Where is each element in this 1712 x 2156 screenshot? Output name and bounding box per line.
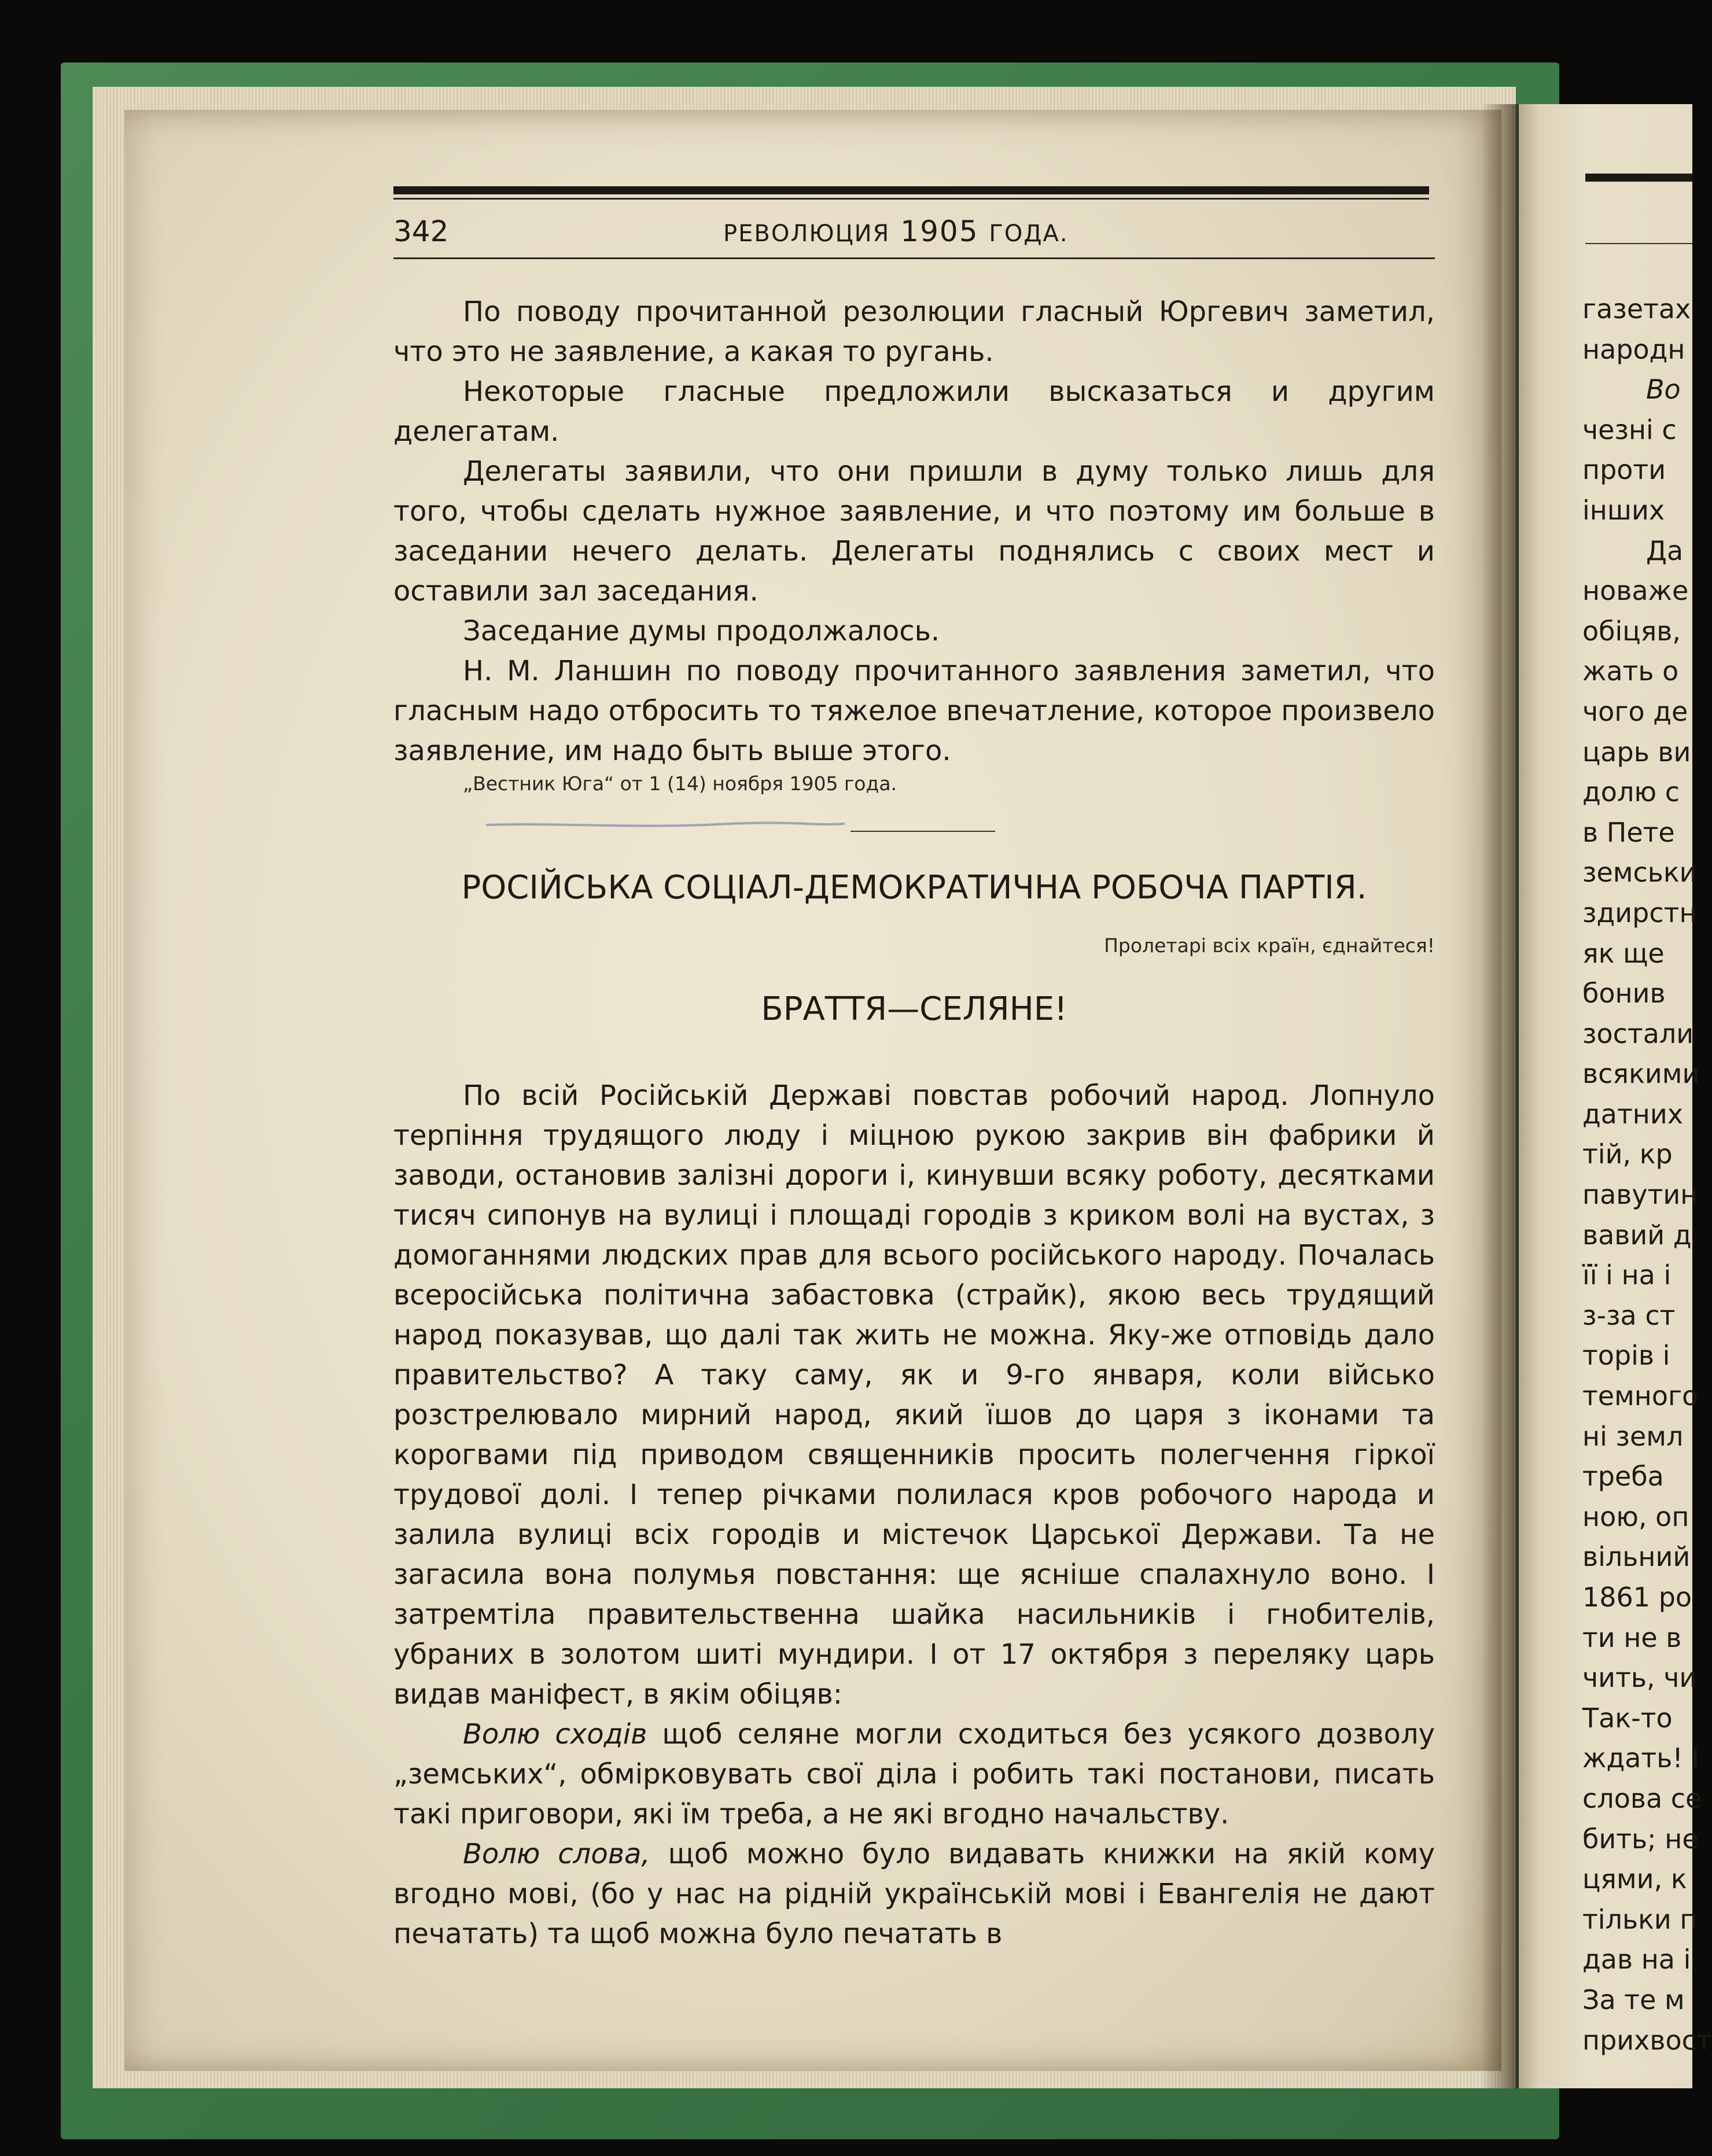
section-duma-report	[393, 292, 1435, 771]
right-page-line: Во	[1646, 374, 1681, 406]
right-page-line: зостали	[1582, 1018, 1694, 1049]
paragraph-lead: Волю сходів	[463, 1718, 647, 1750]
right-page-line: цями, к	[1582, 1863, 1687, 1895]
page-number: 342	[393, 215, 449, 248]
party-heading: РОСІЙСЬКА СОЦІАЛ-ДЕМОКРАТИЧНА РОБОЧА ПАРТІЯ.	[461, 869, 1367, 906]
right-page-line: ні земл	[1582, 1420, 1684, 1452]
right-page-line: павутин	[1582, 1179, 1698, 1211]
right-page-line: народн	[1582, 333, 1685, 365]
right-page-line: чого де	[1582, 695, 1688, 727]
right-page-line: ною, оп	[1582, 1501, 1689, 1532]
right-page-line: інших	[1582, 494, 1665, 526]
running-title-prefix: РЕВОЛЮЦИЯ	[723, 220, 890, 247]
paragraph: По всій Російській Державі повстав робочий народ. Лопнуло терпіння трудящого люду і міцною рукою закрив він фабрики й заводи, остановив залізні дороги і, кинувши всяку роботу, десятками тисяч сипонув на вулиці і площаді городів з криком волі на вустах, з домоганнями людских прав для всього російського народу. Почалась всеросійська політична забастовка (страйк), якою весь трудящий народ показував, що далі так жить не можна. Яку-же отповідь дало правительство? А таку саму, як и 9-го января, коли військо розстрелювало мирний народ, який їшов до царя з іконами та корогвами під приводом священників просить полегчення гіркої трудової долі. І тепер річками полилася кров робочого народа и залила вулиці всіх городів и містечок Царської Держави. Та не загасила вона полумья повстання: ще ясніше спалахнуло воно. І затремтіла правительственна шайка насильників і гнобителів, убраних в золотом шиті мундири. І от 17 октября з переляку царь видав маніфест, в якім обіцяв:	[393, 1079, 1435, 1711]
paragraph	[393, 1715, 1435, 1834]
address-heading: БРАТТЯ—СЕЛЯНЕ!	[761, 990, 1067, 1028]
paragraph: По поводу прочитанной резолюции гласный Юргевич заметил, что это не заявление, а какая то ругань.	[393, 296, 1435, 368]
right-page-line: темного	[1582, 1380, 1699, 1412]
right-header-underline	[1585, 243, 1692, 244]
paragraph-text: щоб можно було видавать книжки на якій кому вгодно мові, (бо у нас на рідній українській мові і Евангелія не дают печатать) та щоб можна було печатать в	[393, 1838, 1435, 1950]
running-header	[393, 208, 1429, 255]
right-page-line: бонив	[1582, 978, 1666, 1009]
right-page-line: слова се	[1582, 1782, 1702, 1814]
right-page-line: чезні с	[1582, 414, 1677, 445]
right-page-line: треба	[1582, 1461, 1664, 1492]
running-title-suffix: ГОДА.	[989, 220, 1069, 247]
right-page-line: вавий д	[1582, 1219, 1692, 1251]
right-page-text	[1582, 289, 1712, 2061]
right-header-rule	[1585, 174, 1692, 182]
header-rule-thick	[393, 186, 1429, 194]
right-page-line: вільний	[1582, 1541, 1691, 1573]
paragraph: Заседание думы продолжалось.	[463, 615, 940, 647]
running-title	[723, 208, 1069, 257]
right-page-line: новаже	[1582, 575, 1689, 607]
section-divider	[851, 831, 995, 832]
right-page-line: газетах	[1582, 293, 1691, 325]
paragraph: Делегаты заявили, что они пришли в думу только лишь для того, чтобы сделать нужное заявление, и что поэтому им больше в заседании нечего делать. Делегаты поднялись с своих мест и оставили зал заседания.	[393, 455, 1435, 607]
paragraph: Некоторые гласные предложили высказаться и другим делегатам.	[393, 375, 1435, 448]
right-page-line: чить, чи	[1582, 1662, 1697, 1694]
right-page-line: здирстн	[1582, 897, 1697, 928]
right-page-line: торів і	[1582, 1340, 1670, 1372]
paragraph-lead: Волю слова,	[463, 1838, 650, 1870]
right-page-line: з-за ст	[1582, 1299, 1676, 1331]
right-page-line: її і на і	[1582, 1259, 1671, 1291]
right-page-line: як ще	[1582, 937, 1665, 969]
paragraph	[393, 1834, 1435, 1954]
right-page-line: датних	[1582, 1098, 1683, 1130]
right-page-line: в Пете	[1582, 816, 1675, 848]
right-page-line: земськи	[1582, 857, 1697, 889]
right-page-line: всякими	[1582, 1058, 1700, 1090]
right-page-line: Так-то	[1582, 1702, 1673, 1734]
running-title-year: 1905	[900, 215, 979, 248]
right-page-line: тій, кр	[1582, 1138, 1673, 1170]
source-citation: „Вестник Юга“ от 1 (14) ноября 1905 года.	[463, 772, 897, 795]
paragraph: Н. М. Ланшин по поводу прочитанного заявления заметил, что гласным надо отбросить то тяжелое впечатление, которое произвело заявление, им надо быть выше этого.	[393, 655, 1435, 767]
right-page-line: царь ви	[1582, 736, 1691, 768]
right-page-line: бить; не	[1582, 1823, 1699, 1855]
right-page-line: ждать! І	[1582, 1742, 1699, 1774]
right-page-line: Да	[1646, 535, 1684, 566]
pencil-underline-mark	[486, 821, 845, 830]
right-page-line: проти	[1582, 454, 1666, 486]
paragraph-text: щоб селяне могли сходиться без усякого дозволу „земських“, обмірковувать свої діла і робить такі постанови, писать такі приговори, які їм треба, а не які вгодно начальству.	[393, 1718, 1435, 1830]
right-page-line: 1861 ро	[1582, 1582, 1692, 1613]
header-rule-thin	[393, 198, 1429, 200]
section-leaflet	[393, 1076, 1435, 1954]
slogan: Пролетарі всіх країн, єднайтеся!	[1104, 934, 1435, 957]
right-page-line: долю с	[1582, 776, 1680, 808]
right-page-line: жать о	[1582, 655, 1679, 687]
right-page-line: обіцяв,	[1582, 615, 1681, 647]
right-page-line: дав на і	[1582, 1944, 1691, 1976]
right-page-line: тільки п	[1582, 1903, 1698, 1935]
header-underline	[393, 257, 1435, 259]
right-page-line: прихвост	[1582, 2024, 1712, 2056]
right-page-line: За те м	[1582, 1984, 1685, 2015]
right-page-line: ти не в	[1582, 1621, 1682, 1653]
